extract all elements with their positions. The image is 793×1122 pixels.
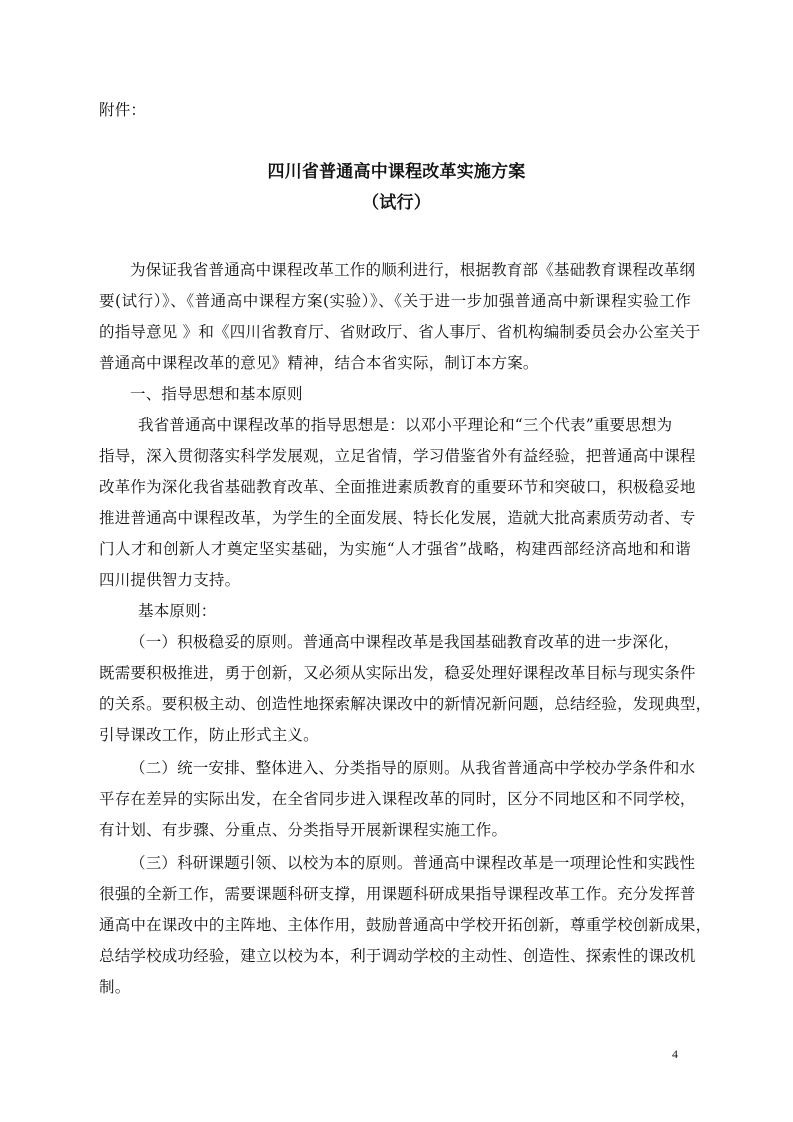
principle-line: （三）科研课题引领、以校为本的原则。普通高中课程改革是一项理论性和实践性 <box>130 854 696 872</box>
guiding-line: 推进普通高中课程改革，为学生的全面发展、特长化发展，造就大批高素质劳动者、专 <box>99 509 696 527</box>
intro-line: 的指导意见 》和《四川省教育厅、省财政厅、省人事厅、省机构编制委员会办公室关于 <box>99 323 701 341</box>
principle-line: 通高中在课改中的主阵地、主体作用，鼓励普通高中学校开拓创新，尊重学校创新成果， <box>99 916 712 934</box>
principle-line: 的关系。要积极主动、创造性地探索解决课改中的新情况新问题，总结经验，发现典型， <box>99 695 712 713</box>
principle-line: 很强的全新工作，需要课题科研支撑，用课题科研成果指导课程改革工作。充分发挥普 <box>99 885 696 903</box>
principles-heading: 基本原则： <box>138 602 217 620</box>
principle-line: （一）积极稳妥的原则。普通高中课程改革是我国基础教育改革的进一步深化， <box>130 633 680 651</box>
intro-line: 为保证我省普通高中课程改革工作的顺利进行，根据教育部《基础教育课程改革纲 <box>130 261 696 279</box>
document-title: 四川省普通高中课程改革实施方案 <box>267 162 526 182</box>
principle-line: 制。 <box>99 978 131 996</box>
principle-line: 有计划、有步骤、分重点、分类指导开展新课程实施工作。 <box>99 821 508 839</box>
guiding-line: 指导，深入贯彻落实科学发展观，立足省情，学习借鉴省外有益经验，把普通高中课程 <box>99 447 696 465</box>
intro-line: 要(试行）》、《普通高中课程方案(实验）》、《关于进一步加强普通高中新课程实验工作 <box>99 292 691 310</box>
attachment-label: 附件： <box>99 101 147 119</box>
document-subtitle: （试行） <box>362 193 431 213</box>
guiding-line: 改革作为深化我省基础教育改革、全面推进素质教育的重要环节和突破口，积极稳妥地 <box>99 478 696 496</box>
principle-line: 引导课改工作，防止形式主义。 <box>99 726 319 744</box>
guiding-line: 门人才和创新人才奠定坚实基础，为实施“人才强省”战略，构建西部经济高地和和谐 <box>99 540 691 558</box>
principle-line: 既需要积极推进，勇于创新，又必须从实际出发，稳妥处理好课程改革目标与现实条件 <box>99 664 696 682</box>
section-heading: 一、指导思想和基本原则 <box>130 385 303 403</box>
principle-line: 总结学校成功经验，建立以校为本，利于调动学校的主动性、创造性、探索性的课改机 <box>99 947 696 965</box>
guiding-line: 我省普通高中课程改革的指导思想是：以邓小平理论和“三个代表”重要思想为 <box>138 416 673 434</box>
intro-line: 普通高中课程改革的意见》精神，结合本省实际，制订本方案。 <box>99 354 539 372</box>
principle-line: （二）统一安排、整体进入、分类指导的原则。从我省普通高中学校办学条件和水 <box>130 759 696 777</box>
principle-line: 平存在差异的实际出发，在全省同步进入课程改革的同时，区分不同地区和不同学校， <box>99 790 696 808</box>
guiding-line: 四川提供智力支持。 <box>99 571 241 589</box>
page-number: 4 <box>672 1047 679 1061</box>
